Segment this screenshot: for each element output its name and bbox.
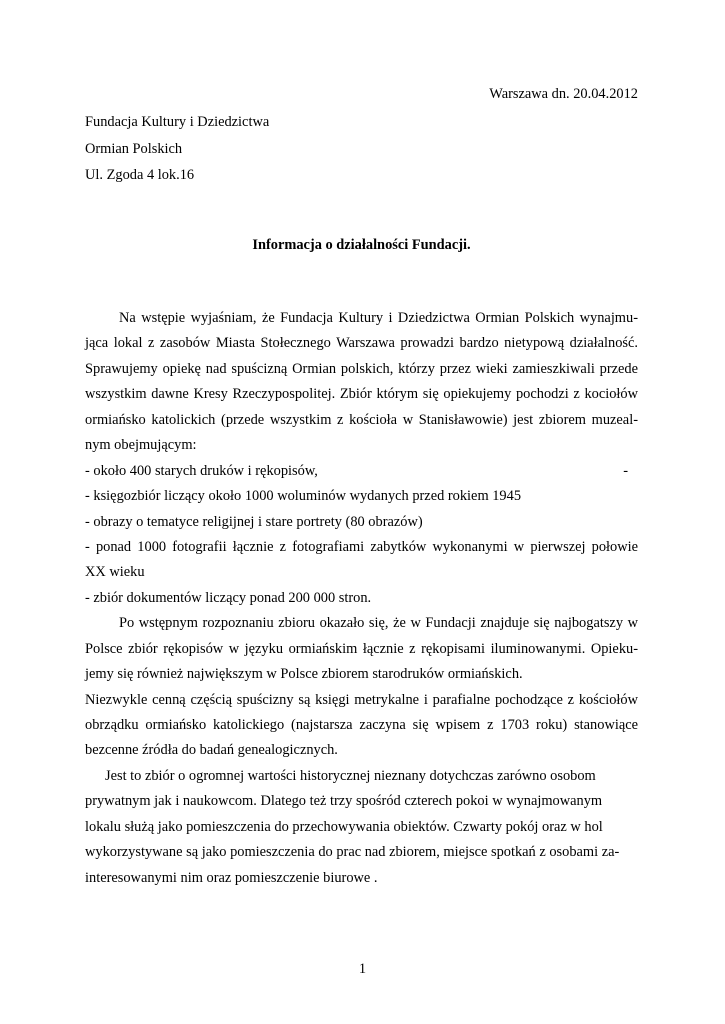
- body-line: wszystkim dawne Kresy Rzeczypospolitej. Zbiór którym się opiekujemy pochodzi z kociołów: [85, 386, 638, 403]
- sender-line-address: Ul. Zgoda 4 lok.16: [85, 167, 195, 183]
- body-line: interesowanymi nim oraz pomieszczenie biurowe .: [85, 869, 378, 886]
- sender-line-org-2: Ormian Polskich: [85, 140, 183, 157]
- body-line: Po wstępnym rozpoznaniu zbioru okazało się, że w Fundacji znajduje się najbogatszy w: [119, 615, 638, 632]
- body-line: bezcenne źródła do badań genealogicznych.: [85, 742, 338, 759]
- body-line: nym obejmującym:: [85, 437, 197, 454]
- body-line: lokalu służą jako pomieszczenia do przechowywania obiektów. Czwarty pokój oraz w hol: [85, 818, 603, 835]
- document-body: [85, 306, 638, 891]
- body-line: ormiańsko katolickich (przede wszystkim z kościoła w Stanisławowie) jest zbiorem muzeal-: [85, 411, 638, 428]
- body-line: Polsce zbiór rękopisów w języku ormiańskim łącznie z rękopisami iluminowanymi. Opieku-: [85, 640, 638, 657]
- sender-block: [85, 109, 638, 189]
- date-line: Warszawa dn. 20.04.2012: [489, 86, 638, 102]
- body-line: jąca lokal z zasobów Miasta Stołecznego Warszawa prowadzi bardzo nietypową działalność.: [85, 335, 638, 352]
- document-title: Informacja o działalności Fundacji.: [252, 237, 471, 253]
- sender-line-org-1: Fundacja Kultury i Dziedzictwa: [85, 114, 270, 130]
- body-line: wykorzystywane są jako pomieszczenia do prac nad zbiorem, miejsce spotkań z osobami za-: [85, 844, 620, 861]
- body-line: obrządku ormiańsko katolickiego (najstarsza zaczyna się wpisem z 1703 roku) stanowiące: [85, 717, 638, 733]
- body-line: XX wieku: [85, 564, 145, 581]
- body-line: Sprawujemy opiekę nad spuścizną Ormian polskich, którzy przez wieki zamieszkiwali przede: [85, 360, 638, 377]
- body-line-text: - około 400 starych druków i rękopisów,: [85, 462, 318, 479]
- body-line: - księgozbiór liczący około 1000 woluminów wydanych przed rokiem 1945: [85, 488, 522, 505]
- page-number: 1: [358, 961, 367, 977]
- body-line: jemy się również największym w Polsce zbiorem starodruków ormiańskich.: [85, 666, 523, 683]
- body-line: Jest to zbiór o ogromnej wartości historycznej nieznany dotychczas zarówno osobom: [105, 767, 596, 784]
- body-line: Niezwykle cenną częścią spuścizny są księgi metrykalne i parafialne pochodzące z kościołów: [85, 691, 638, 708]
- body-line: prywatnym jak i naukowcom. Dlatego też trzy spośród czterech pokoi w wynajmowanym: [85, 793, 603, 810]
- body-line: - ponad 1000 fotografii łącznie z fotografiami zabytków wykonanymi w pierwszej połowie: [85, 538, 638, 555]
- body-line: - obrazy o tematyce religijnej i stare portrety (80 obrazów): [85, 513, 423, 530]
- body-line-trailing-dash: -: [623, 462, 628, 479]
- body-line: [85, 459, 638, 484]
- body-line: - zbiór dokumentów liczący ponad 200 000 stron.: [85, 589, 372, 606]
- body-line: Na wstępie wyjaśniam, że Fundacja Kultury i Dziedzictwa Ormian Polskich wynajmu-: [119, 310, 638, 326]
